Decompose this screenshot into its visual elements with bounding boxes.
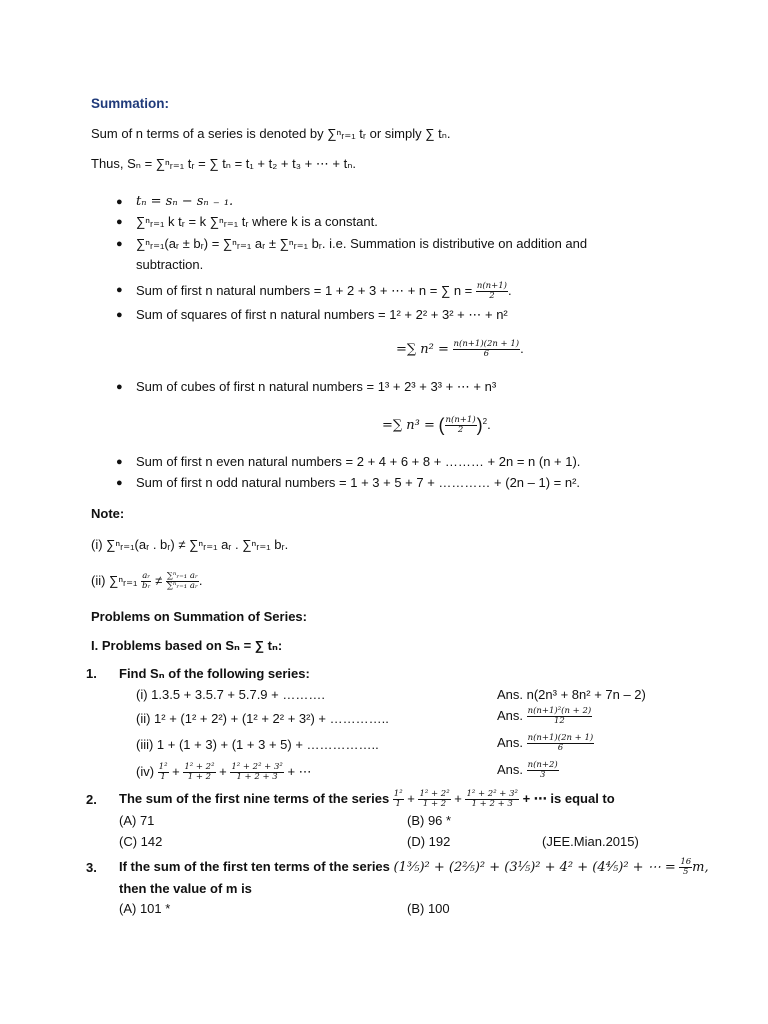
bullet-dot: ● [116, 477, 123, 489]
q3-text: If the sum of the first ten terms of the series (1⅗)² + (2⅖)² + (3⅕)² + 4² + (4⅘)² + ⋯ = $\frac{16}{5}$ m, [119, 857, 709, 877]
bullet-6-result: =∑ n³ = ( $\frac{n(n+1)}{2}$ )$^2$. [382, 414, 491, 435]
q1-part-iii: (iii) 1 + (1 + 3) + (1 + 3 + 5) + …………….. [136, 737, 379, 752]
bullet-dot: ● [116, 284, 123, 296]
q1-part-i-answer: Ans. n(2n³ + 8n² + 7n – 2) [497, 687, 646, 702]
natural-sum-fraction: $\frac{n(n+1)}{2}$ [476, 281, 508, 301]
q2-number: 2. [86, 792, 97, 807]
q2-source: (JEE.Mian.2015) [542, 834, 639, 849]
q3-number: 3. [86, 860, 97, 875]
q1-part-ii: (ii) 1² + (1² + 2²) + (1² + 2² + 3²) + ………….. [136, 711, 389, 726]
bullet-3-cont: subtraction. [136, 257, 204, 272]
bullet-dot: ● [116, 456, 123, 468]
q3-option-a: (A) 101 * [119, 901, 171, 916]
bullet-3: ∑ⁿᵣ₌₁(aᵣ ± bᵣ) = ∑ⁿᵣ₌₁ aᵣ ± ∑ⁿᵣ₌₁ bᵣ. i.e. Summation is distributive on addition and [136, 236, 588, 251]
q1-part-iii-answer: Ans. $\frac{n(n+1)(2n + 1)}{6}$ [497, 733, 594, 753]
q1-part-ii-answer: Ans. $\frac{\text{n(n+1)²(n + 2)}}{12}$ [497, 706, 592, 726]
note-2-fraction-left: $\frac{\text{aᵣ}}{\text{bᵣ}}$ [142, 571, 151, 591]
bullet-dot: ● [116, 238, 123, 250]
q1-part-i: (i) 1.3.5 + 3.5.7 + 5.7.9 + ………. [136, 687, 325, 702]
bullet-dot: ● [116, 381, 123, 393]
bullet-dot: ● [116, 216, 123, 228]
bullet-4: Sum of first n natural numbers = 1 + 2 + 3 + ⋯ + n = ∑ n = $\frac{n(n+1)}{2}$ . [136, 281, 512, 301]
q2-option-b: (B) 96 * [407, 813, 452, 828]
intro-line-2: Thus, Sₙ = ∑ⁿᵣ₌₁ tᵣ = ∑ tₙ = t₁ + t₂ + t₃ + ⋯ + tₙ. [91, 156, 357, 171]
section-title: Summation: [91, 96, 170, 111]
bullet-2: ∑ⁿᵣ₌₁ k tᵣ = k ∑ⁿᵣ₌₁ tᵣ where k is a constant. [136, 214, 378, 229]
bullet-dot: ● [116, 309, 123, 321]
bullet-1: tₙ = sₙ − sₙ ₋ ₁. [136, 194, 234, 209]
bullet-6: Sum of cubes of first n natural numbers = 1³ + 2³ + 3³ + ⋯ + n³ [136, 379, 497, 394]
note-title: Note: [91, 506, 125, 521]
q3-option-b: (B) 100 [407, 901, 450, 916]
bullet-7: Sum of first n even natural numbers = 2 + 4 + 6 + 8 + ……… + 2n = n (n + 1). [136, 454, 581, 469]
note-1: (i) ∑ⁿᵣ₌₁(aᵣ . bᵣ) ≠ ∑ⁿᵣ₌₁ aᵣ . ∑ⁿᵣ₌₁ bᵣ. [91, 537, 289, 552]
q1-text: Find Sₙ of the following series: [119, 666, 310, 681]
q2-option-d: (D) 192 [407, 834, 451, 849]
natural-sum-text: Sum of first n natural numbers = 1 + 2 + 3 + ⋯ + n = ∑ n = [136, 282, 473, 298]
bullet-dot: ● [116, 196, 123, 208]
bullet-8: Sum of first n odd natural numbers = 1 + 3 + 5 + 7 + ………… + (2n – 1) = n². [136, 475, 581, 490]
note-2: (ii) ∑ⁿᵣ₌₁ $\frac{\text{aᵣ}}{\text{bᵣ}}$ ≠ $\frac{\text{∑ⁿᵣ₌₁ aᵣ}}{\text{∑ⁿᵣ₌₁ aᵣ}}$ . [91, 571, 203, 591]
q2-option-a: (A) 71 [119, 813, 155, 828]
q2-option-c: (C) 142 [119, 834, 163, 849]
intro-line-1: Sum of n terms of a series is denoted by ∑ⁿᵣ₌₁ tᵣ or simply ∑ tₙ. [91, 126, 451, 141]
cubes-sum-fraction: $\frac{n(n+1)}{2}$ [445, 415, 476, 435]
squares-sum-fraction: $\frac{n(n+1)(2n + 1)}{6}$ [453, 339, 520, 359]
q1-part-iv: (iv) $\frac{\text{1²}}{1}$ + $\frac{\text{1² + 2²}}{1 + 2}$ + $\frac{\text{1² + 2² + 3²}}{1 + 2 + 3}$ + ⋯ [136, 762, 312, 782]
problems-subheading: I. Problems based on Sₙ = ∑ tₙ: [91, 638, 283, 653]
q2-text: The sum of the first nine terms of the series $\frac{\text{1²}}{1}$ + $\frac{\text{1² + 2²}}{1 + 2}$ + $\frac{\text{1² + 2² + 3²}}{1 + 2 + 3}$ + ⋯ is equal to [119, 789, 615, 809]
q1-part-iv-answer: Ans. $\frac{n(n+2)}{3}$ [497, 760, 558, 780]
note-2-fraction-right: $\frac{\text{∑ⁿᵣ₌₁ aᵣ}}{\text{∑ⁿᵣ₌₁ aᵣ}}$ [166, 571, 198, 591]
q3-line-2: then the value of m is [119, 881, 252, 896]
problems-heading: Problems on Summation of Series: [91, 609, 307, 624]
bullet-5-result: =∑ n² = $\frac{n(n+1)(2n + 1)}{6}$ . [396, 339, 524, 359]
q1-number: 1. [86, 666, 97, 681]
bullet-5: Sum of squares of first n natural numbers = 1² + 2² + 3² + ⋯ + n² [136, 307, 508, 322]
